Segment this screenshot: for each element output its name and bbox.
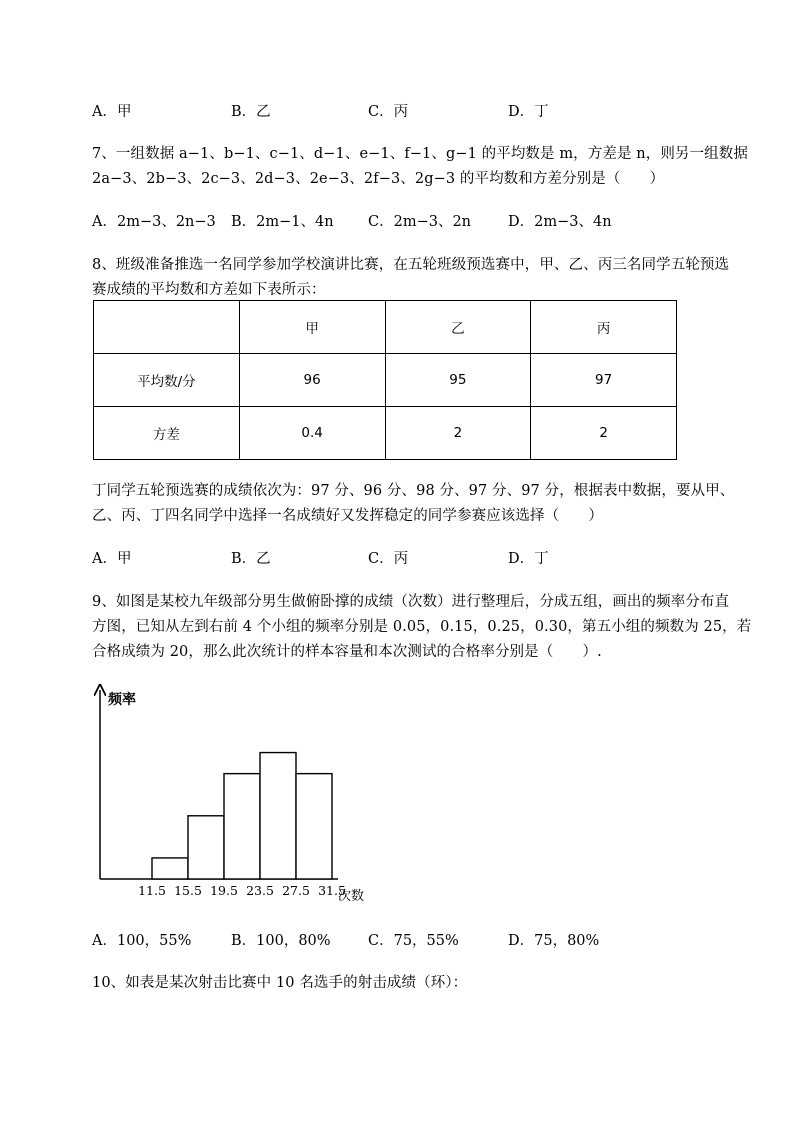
table-header-cell: 甲 [239, 301, 385, 354]
x-tick-label: 19.5 [210, 883, 238, 898]
q8-option-c: C．丙 [368, 551, 409, 567]
q9-stem-line2: 方图，已知从左到右前 4 个小组的频率分别是 0.05，0.15，0.25，0.30，第五小组的频数为 25，若 [92, 619, 752, 635]
q9-stem-line1: 9、如图是某校九年级部分男生做俯卧撑的成绩（次数）进行整理后，分成五组，画出的频率分布直 [92, 594, 730, 610]
q6-options [92, 100, 732, 122]
q8-score-table [93, 300, 677, 460]
table-cell: 97 [531, 354, 677, 407]
q8-stem-line2: 赛成绩的平均数和方差如下表所示： [92, 282, 326, 298]
table-header-cell [94, 301, 240, 354]
q9-option-a: A．100，55% [92, 933, 192, 949]
q6-option-b: B．乙 [231, 104, 271, 120]
q9-stem-line3: 合格成绩为 20，那么此次统计的样本容量和本次测试的合格率分别是（ ）. [92, 644, 602, 660]
histogram-bar [188, 816, 224, 879]
q10-stem-line1: 10、如表是某次射击比赛中 10 名选手的射击成绩（环）： [92, 975, 468, 991]
x-tick-label: 11.5 [138, 883, 166, 898]
table-row [94, 354, 677, 407]
table-cell: 0.4 [239, 407, 385, 460]
histogram-bar [260, 753, 296, 879]
q8-stem-line1: 8、班级准备推选一名同学参加学校演讲比赛，在五轮班级预选赛中，甲、乙、丙三名同学五轮预选 [92, 257, 730, 273]
q7-option-c: C．2m−3、2n [368, 214, 472, 230]
table-cell: 2 [531, 407, 677, 460]
q6-option-a: A．甲 [92, 104, 132, 120]
table-cell: 95 [385, 354, 531, 407]
q8-option-d: D．丁 [508, 551, 549, 567]
histogram-bar [152, 858, 188, 879]
table-cell: 2 [385, 407, 531, 460]
x-tick-label: 15.5 [174, 883, 202, 898]
x-tick-label: 27.5 [282, 883, 310, 898]
q8-options [92, 547, 732, 569]
x-tick-label: 31.5 [318, 883, 346, 898]
table-cell: 方差 [94, 407, 240, 460]
q7-stem-line1: 7、一组数据 a−1、b−1、c−1、d−1、e−1、f−1、g−1 的平均数是 m，方差是 n，则另一组数据 [92, 146, 748, 162]
table-header-cell: 丙 [531, 301, 677, 354]
q9-option-b: B．100，80% [231, 933, 331, 949]
q7-options [92, 210, 732, 232]
table-row [94, 407, 677, 460]
table-cell: 96 [239, 354, 385, 407]
q8-option-a: A．甲 [92, 551, 132, 567]
q7-stem-line2: 2a−3、2b−3、2c−3、2d−3、2e−3、2f−3、2g−3 的平均数和方差分别是（ ） [92, 171, 665, 187]
table-cell: 平均数/分 [94, 354, 240, 407]
q6-option-c: C．丙 [368, 104, 409, 120]
table-header-row [94, 301, 677, 354]
q7-option-a: A．2m−3、2n−3 [92, 214, 216, 230]
histogram-bar [224, 774, 260, 879]
q6-option-d: D．丁 [508, 104, 549, 120]
histogram-bar [296, 774, 332, 879]
table-header-cell: 乙 [385, 301, 531, 354]
x-axis-label: 次数 [338, 889, 365, 904]
q9-option-d: D．75，80% [508, 933, 600, 949]
q7-option-d: D．2m−3、4n [508, 214, 612, 230]
frequency-histogram [90, 682, 380, 910]
y-axis-label: 频率 [108, 692, 136, 708]
q8-after-line2: 乙、丙、丁四名同学中选择一名成绩好又发挥稳定的同学参赛应该选择（ ） [92, 508, 603, 524]
q7-option-b: B．2m−1、4n [231, 214, 334, 230]
q8-after-line1: 丁同学五轮预选赛的成绩依次为：97 分、96 分、98 分、97 分、97 分，根据表中数据，要从甲、 [92, 483, 735, 499]
x-tick-label: 23.5 [246, 883, 274, 898]
q9-options [92, 929, 732, 951]
q9-option-c: C．75，55% [368, 933, 459, 949]
q8-option-b: B．乙 [231, 551, 271, 567]
